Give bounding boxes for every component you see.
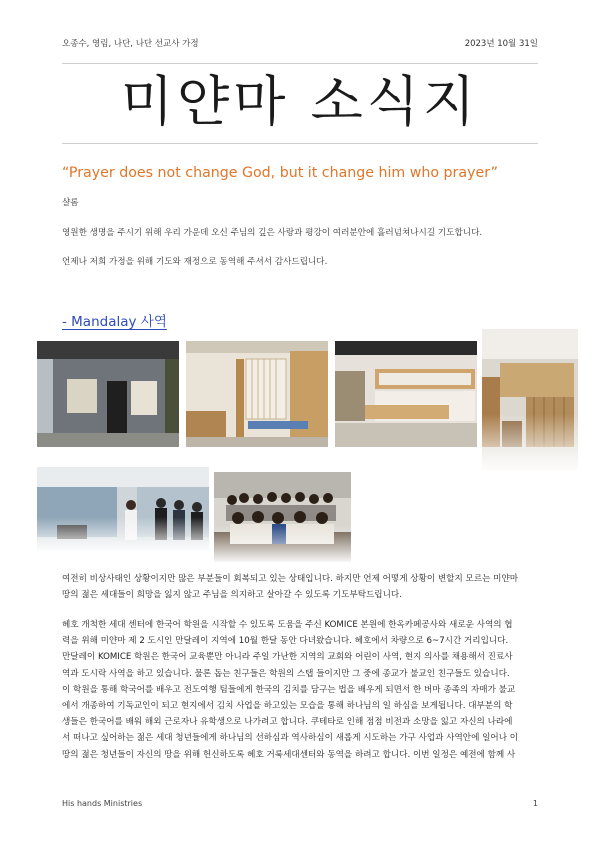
room-lattice-photo (482, 329, 578, 471)
body-paragraph-1 (62, 572, 540, 603)
group-photo (214, 472, 351, 562)
newsletter-title: 미얀마 소식지 (120, 70, 480, 133)
room-shelves-photo (186, 341, 328, 447)
quote: “Prayer does not change God, but it change him who prayer” (62, 165, 498, 181)
body-line: 땅의 젊은 세대들이 희망을 잃지 않고 주님을 의지하고 살아갈 수 있도록 기도부탁드립니다. (62, 589, 402, 600)
body-line: 역과 도시락 사역을 하고 있습니다. 물론 돕는 친구들은 학원의 스탭 들이지만 그 중에 종교가 불교인 친구들도 있습니다. (62, 668, 510, 679)
header-rule (62, 63, 538, 64)
section-title-mandalay: - Mandalay 사역 (62, 314, 167, 330)
body-line: 헤호 개척한 세대 센터에 한국어 학원을 시작할 수 있도록 도움을 주신 KOMICE 본원에 한옥카페공사와 새로운 사역의 협 (62, 620, 513, 630)
intro-paragraph-1: 영원한 생명을 주시기 위해 우리 가운데 오신 주님의 깊은 사랑과 평강이 여러분안에 흘러넘쳐나시길 기도합니다. (62, 228, 483, 238)
building-exterior-photo (37, 341, 179, 447)
body-line: 에서 개종하여 기독교인이 되고 현지에서 김치 사업을 하고있는 모습을 통해 하나님의 일 하심을 보게됩니다. 대부분의 학 (62, 701, 513, 712)
footer-ministry-name: His hands Ministries (62, 799, 143, 808)
header-family-names: 오종수, 영림, 나단, 나단 선교사 가정 (62, 39, 199, 49)
classroom-counter-photo (335, 341, 477, 447)
page-number: 1 (532, 799, 538, 808)
greeting: 샬롬 (62, 198, 79, 208)
body-line: 만달레이 KOMICE 학원은 한국어 교육뿐만 아니라 주일 가난한 지역의 교회와 어린이 사역, 현지 의사를 채용해서 진료사 (62, 652, 513, 663)
body-line: 땅의 젊은 청년들이 자신의 땅을 위해 헌신하도록 헤호 거룩세대센터와 동역을 하려고 합니다. 이번 일정은 예전에 함께 사 (62, 749, 516, 760)
body-line: 생들은 한국어를 배워 해외 근로자나 유학생으로 나가려고 합니다. 쿠테타로 인해 점점 비전과 소망을 잃고 자신의 나라에 (62, 717, 513, 728)
body-line: 서 떠나고 싶어하는 젊은 세대 청년들에게 하나님의 선하심과 역사하심이 새롭게 시도하는 가구 사업과 사역안에 일어나 이 (62, 733, 519, 744)
body-line: 이 학원을 통해 학국어를 배우고 전도여행 팀들에게 한국의 김치를 담구는 법을 배우게 되면서 한 버마 종족의 자매가 불교 (62, 684, 516, 695)
body-line: 여전히 비상사태인 상황이지만 많은 부분들이 회복되고 있는 상태입니다. 하지만 언제 어떻게 상황이 변할지 모르는 미얀마 (62, 574, 519, 584)
intro-paragraph-2: 언제나 저희 가정을 위해 기도와 재정으로 동역해 주셔서 감사드립니다. (62, 257, 328, 267)
body-line: 력을 위해 미얀마 제 2 도시인 만달레이 지역에 10월 한달 동안 다녀왔습니다. 헤호에서 차량으로 6~7시간 거리입니다. (62, 636, 509, 647)
title-rule (62, 143, 538, 144)
storefront-people-photo (37, 467, 209, 551)
header-date: 2023년 10월 31일 (464, 39, 538, 49)
body-paragraph-2 (62, 617, 540, 763)
